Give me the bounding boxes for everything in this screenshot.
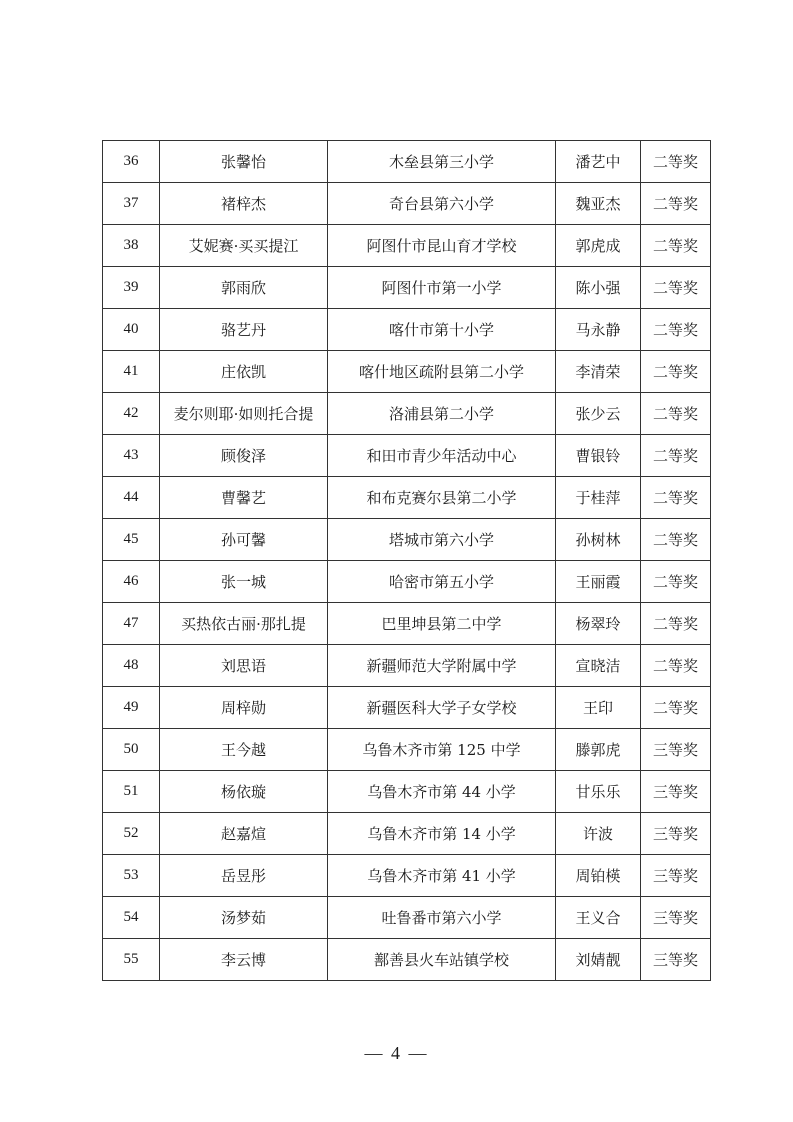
- student-name: 刘思语: [160, 645, 328, 687]
- student-name: 骆艺丹: [160, 309, 328, 351]
- school-name: 乌鲁木齐市第 41 小学: [328, 855, 556, 897]
- teacher-name: 王义合: [556, 897, 641, 939]
- row-number: 40: [103, 309, 160, 351]
- school-name: 洛浦县第二小学: [328, 393, 556, 435]
- student-name: 曹馨艺: [160, 477, 328, 519]
- teacher-name: 陈小强: [556, 267, 641, 309]
- award-level: 二等奖: [641, 141, 711, 183]
- student-name: 王今越: [160, 729, 328, 771]
- student-name: 顾俊泽: [160, 435, 328, 477]
- table-row: [103, 351, 711, 393]
- student-name: 李云博: [160, 939, 328, 981]
- table-row: [103, 561, 711, 603]
- teacher-name: 魏亚杰: [556, 183, 641, 225]
- award-level: 二等奖: [641, 435, 711, 477]
- award-level: 二等奖: [641, 561, 711, 603]
- table-row: [103, 855, 711, 897]
- teacher-name: 周铂楧: [556, 855, 641, 897]
- award-level: 二等奖: [641, 645, 711, 687]
- award-level: 二等奖: [641, 351, 711, 393]
- student-name: 艾妮赛·买买提江: [160, 225, 328, 267]
- row-number: 49: [103, 687, 160, 729]
- student-name: 买热依古丽·那扎提: [160, 603, 328, 645]
- student-name: 岳昱彤: [160, 855, 328, 897]
- school-name: 乌鲁木齐市第 125 中学: [328, 729, 556, 771]
- row-number: 38: [103, 225, 160, 267]
- row-number: 53: [103, 855, 160, 897]
- award-level: 二等奖: [641, 225, 711, 267]
- student-name: 赵嘉煊: [160, 813, 328, 855]
- award-level: 三等奖: [641, 771, 711, 813]
- student-name: 褚梓杰: [160, 183, 328, 225]
- award-level: 二等奖: [641, 267, 711, 309]
- school-name: 和布克赛尔县第二小学: [328, 477, 556, 519]
- teacher-name: 许波: [556, 813, 641, 855]
- row-number: 41: [103, 351, 160, 393]
- table-row: [103, 435, 711, 477]
- school-name: 鄯善县火车站镇学校: [328, 939, 556, 981]
- school-name: 乌鲁木齐市第 14 小学: [328, 813, 556, 855]
- school-name: 奇台县第六小学: [328, 183, 556, 225]
- table-row: [103, 393, 711, 435]
- teacher-name: 孙树林: [556, 519, 641, 561]
- row-number: 52: [103, 813, 160, 855]
- award-level: 二等奖: [641, 603, 711, 645]
- award-level: 二等奖: [641, 183, 711, 225]
- school-name: 喀什地区疏附县第二小学: [328, 351, 556, 393]
- student-name: 张一城: [160, 561, 328, 603]
- teacher-name: 滕郭虎: [556, 729, 641, 771]
- student-name: 汤梦茹: [160, 897, 328, 939]
- row-number: 48: [103, 645, 160, 687]
- school-name: 哈密市第五小学: [328, 561, 556, 603]
- table-row: [103, 309, 711, 351]
- row-number: 43: [103, 435, 160, 477]
- school-name: 巴里坤县第二中学: [328, 603, 556, 645]
- table-row: [103, 519, 711, 561]
- award-level: 二等奖: [641, 393, 711, 435]
- row-number: 51: [103, 771, 160, 813]
- school-name: 塔城市第六小学: [328, 519, 556, 561]
- table-row: [103, 183, 711, 225]
- teacher-name: 杨翠玲: [556, 603, 641, 645]
- teacher-name: 甘乐乐: [556, 771, 641, 813]
- row-number: 47: [103, 603, 160, 645]
- school-name: 新疆医科大学子女学校: [328, 687, 556, 729]
- teacher-name: 李清荣: [556, 351, 641, 393]
- row-number: 50: [103, 729, 160, 771]
- school-name: 木垒县第三小学: [328, 141, 556, 183]
- table-row: [103, 477, 711, 519]
- teacher-name: 刘婧靓: [556, 939, 641, 981]
- school-name: 阿图什市昆山育才学校: [328, 225, 556, 267]
- row-number: 45: [103, 519, 160, 561]
- award-level: 二等奖: [641, 687, 711, 729]
- teacher-name: 宣晓洁: [556, 645, 641, 687]
- row-number: 37: [103, 183, 160, 225]
- award-level: 三等奖: [641, 897, 711, 939]
- award-level: 二等奖: [641, 309, 711, 351]
- row-number: 44: [103, 477, 160, 519]
- table-row: [103, 267, 711, 309]
- award-level: 二等奖: [641, 519, 711, 561]
- student-name: 麦尔则耶·如则托合提: [160, 393, 328, 435]
- table-row: [103, 729, 711, 771]
- row-number: 42: [103, 393, 160, 435]
- award-level: 二等奖: [641, 477, 711, 519]
- award-level: 三等奖: [641, 813, 711, 855]
- student-name: 张馨怡: [160, 141, 328, 183]
- student-name: 周梓勋: [160, 687, 328, 729]
- row-number: 54: [103, 897, 160, 939]
- school-name: 阿图什市第一小学: [328, 267, 556, 309]
- teacher-name: 曹银铃: [556, 435, 641, 477]
- table-row: [103, 813, 711, 855]
- teacher-name: 马永静: [556, 309, 641, 351]
- award-list-body: [103, 141, 711, 981]
- teacher-name: 郭虎成: [556, 225, 641, 267]
- row-number: 39: [103, 267, 160, 309]
- award-level: 三等奖: [641, 729, 711, 771]
- school-name: 吐鲁番市第六小学: [328, 897, 556, 939]
- teacher-name: 张少云: [556, 393, 641, 435]
- student-name: 郭雨欣: [160, 267, 328, 309]
- teacher-name: 王丽霞: [556, 561, 641, 603]
- table-row: [103, 897, 711, 939]
- page-number: — 4 —: [364, 1043, 429, 1063]
- teacher-name: 潘艺中: [556, 141, 641, 183]
- student-name: 孙可馨: [160, 519, 328, 561]
- table-row: [103, 141, 711, 183]
- student-name: 杨依璇: [160, 771, 328, 813]
- school-name: 喀什市第十小学: [328, 309, 556, 351]
- row-number: 55: [103, 939, 160, 981]
- row-number: 36: [103, 141, 160, 183]
- teacher-name: 王印: [556, 687, 641, 729]
- table-row: [103, 603, 711, 645]
- table-row: [103, 687, 711, 729]
- school-name: 乌鲁木齐市第 44 小学: [328, 771, 556, 813]
- award-level: 三等奖: [641, 939, 711, 981]
- teacher-name: 于桂萍: [556, 477, 641, 519]
- table-row: [103, 225, 711, 267]
- award-list-table: [102, 140, 711, 981]
- student-name: 庄依凯: [160, 351, 328, 393]
- school-name: 和田市青少年活动中心: [328, 435, 556, 477]
- table-row: [103, 645, 711, 687]
- row-number: 46: [103, 561, 160, 603]
- table-row: [103, 771, 711, 813]
- award-level: 三等奖: [641, 855, 711, 897]
- school-name: 新疆师范大学附属中学: [328, 645, 556, 687]
- table-row: [103, 939, 711, 981]
